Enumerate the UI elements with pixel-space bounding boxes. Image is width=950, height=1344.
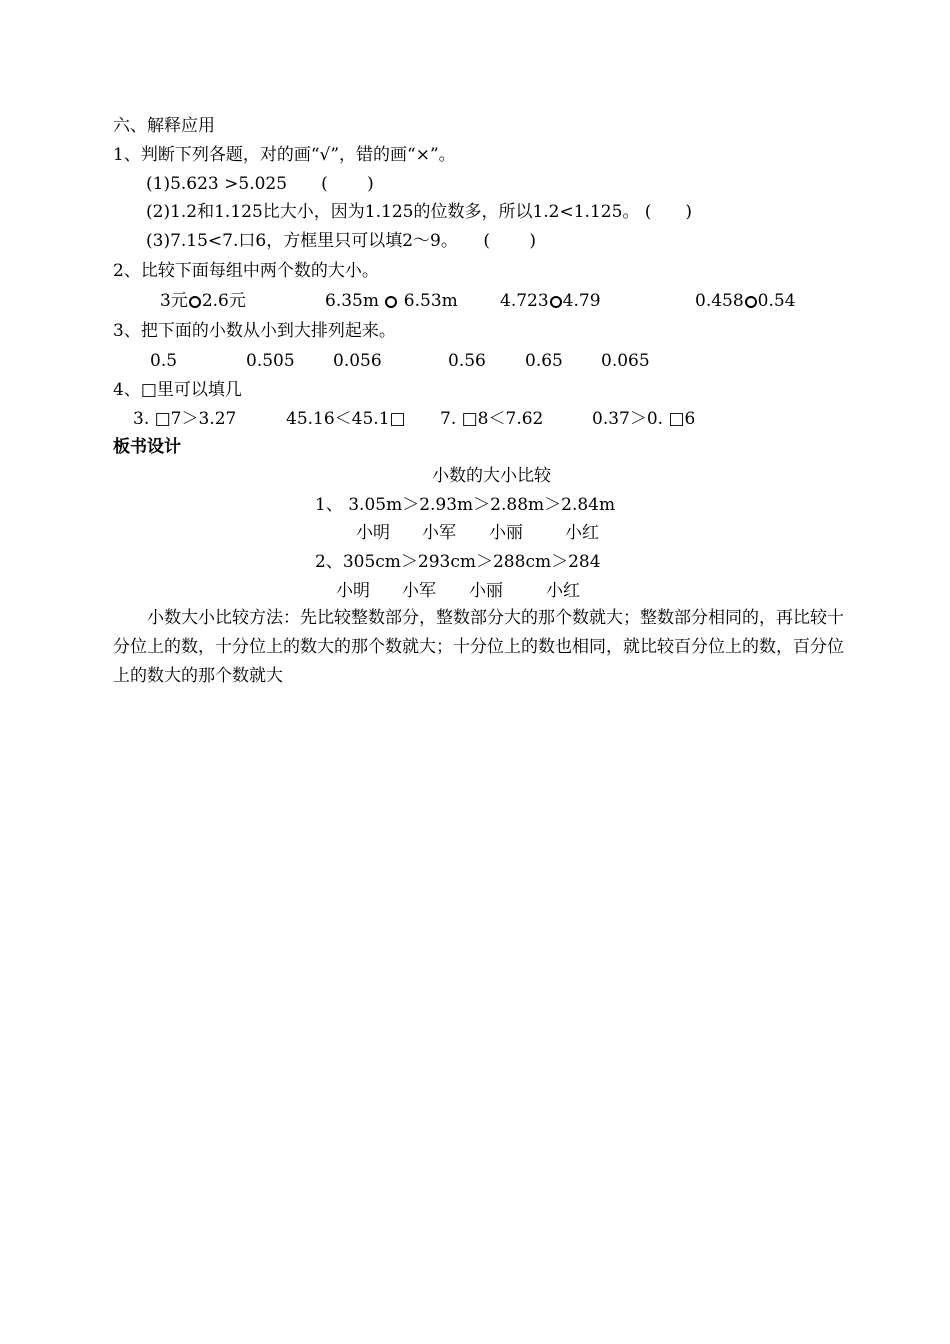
- q2-pair-4: [695, 290, 796, 312]
- q3-number: 0.056: [333, 351, 382, 371]
- q1-item-1: (1)5.623 >5.025 ( ): [146, 174, 374, 194]
- q1-item-2: (2)1.2和1.125比大小，因为1.125的位数多，所以1.2<1.125。 ( ): [146, 202, 693, 222]
- board-name: 小红: [546, 581, 580, 601]
- board-name: 小明: [336, 581, 370, 601]
- q3-number: 0.5: [150, 351, 178, 371]
- q4-item: 0.37＞0. □6: [592, 409, 696, 429]
- q4-item: 3. □7＞3.27: [133, 409, 237, 429]
- q3-number: 0.505: [246, 351, 295, 371]
- q2-pair-right: 2.6元: [201, 291, 246, 311]
- board-name: 小军: [422, 523, 456, 543]
- board-name: 小明: [356, 523, 390, 543]
- method-paragraph: 小数大小比较方法：先比较整数部分，整数部分大的那个数就大；整数部分相同的，再比较十分位上的数，十分位上的数大的那个数就大；十分位上的数也相同，就比较百分位上的数，百分位上的数大的那个数就大: [113, 608, 844, 686]
- q3-title: 3、把下面的小数从小到大排列起来。: [113, 321, 396, 341]
- compare-circle-icon: [385, 296, 397, 308]
- board-name: 小红: [565, 523, 599, 543]
- board-line-1: 1、 3.05m＞2.93m＞2.88m＞2.84m: [315, 495, 616, 515]
- q2-pair-2: [325, 290, 458, 312]
- q2-pair-left: 4.723: [500, 291, 549, 311]
- q3-number: 0.65: [525, 351, 563, 371]
- q3-number: 0.56: [448, 351, 486, 371]
- section-heading: 六、解释应用: [113, 116, 215, 136]
- q4-title: 4、□里可以填几: [113, 380, 242, 400]
- q1-item-3: (3)7.15<7.口6，方框里只可以填2～9。 ( ): [146, 231, 537, 251]
- q2-pair-3: [500, 290, 601, 312]
- compare-circle-icon: [550, 296, 562, 308]
- q4-item: 45.16＜45.1□: [286, 409, 406, 429]
- board-name: 小丽: [489, 523, 523, 543]
- q2-pair-1: [160, 290, 246, 312]
- q2-pair-right: 0.54: [757, 291, 796, 311]
- q2-pair-left: 3元: [160, 291, 188, 311]
- q2-pair-right: 6.53m: [398, 291, 458, 311]
- q3-number: 0.065: [601, 351, 650, 371]
- q2-pair-left: 0.458: [695, 291, 744, 311]
- q2-pair-left: 6.35m: [325, 291, 385, 311]
- board-line-2: 2、305cm＞293cm＞288cm＞284: [315, 552, 601, 572]
- q1-title: 1、判断下列各题，对的画“√”，错的画“×”。: [113, 145, 456, 165]
- compare-circle-icon: [189, 296, 201, 308]
- board-heading: 板书设计: [113, 437, 181, 457]
- q2-title: 2、比较下面每组中两个数的大小。: [113, 261, 379, 281]
- compare-circle-icon: [745, 296, 757, 308]
- board-name: 小军: [402, 581, 436, 601]
- board-name: 小丽: [469, 581, 503, 601]
- q2-pair-right: 4.79: [562, 291, 601, 311]
- board-title: 小数的大小比较: [432, 466, 551, 486]
- q4-item: 7. □8＜7.62: [440, 409, 544, 429]
